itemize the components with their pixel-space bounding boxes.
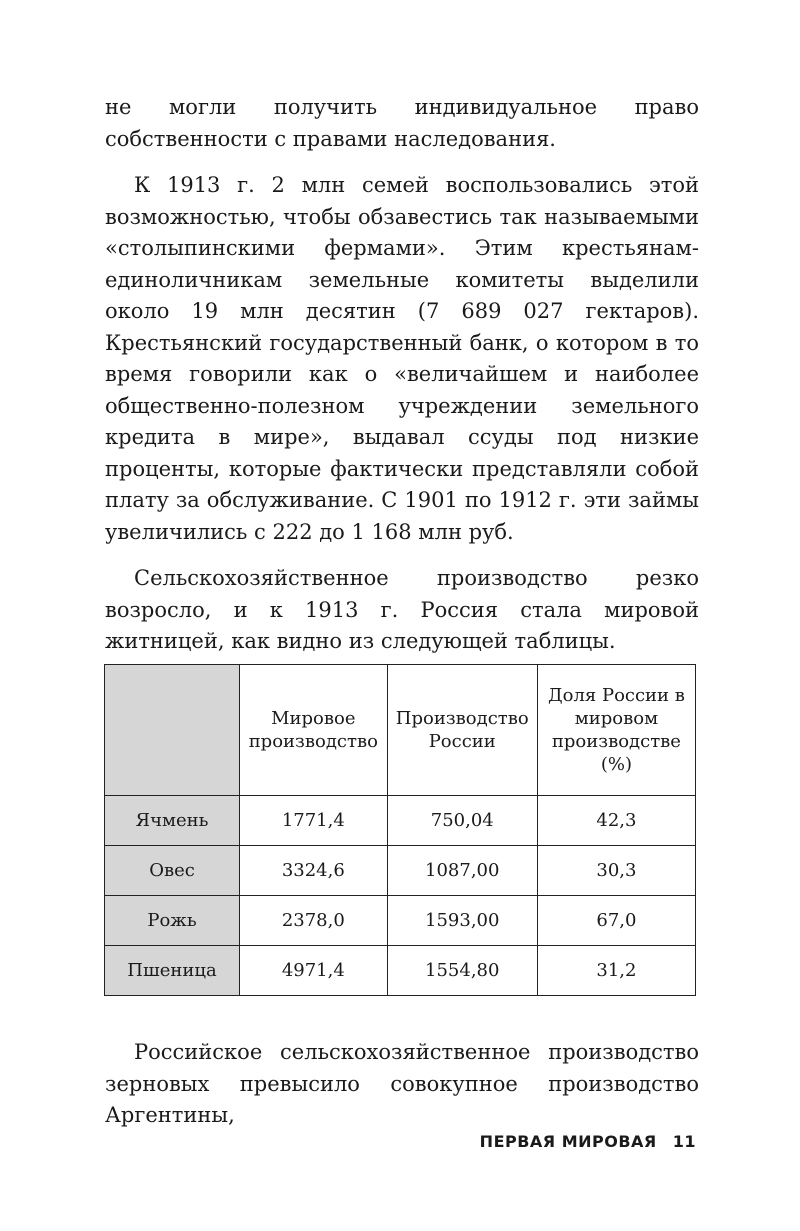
table-cell: 1771,4 [240,796,388,846]
row-label: Ячмень [105,796,240,846]
paragraph: Российское сельскохозяйственное производство зерновых превысило совокупное производство Аргентины, [105,1040,699,1127]
table-row [105,946,696,996]
table-cell: 1554,80 [387,946,537,996]
table-cell: 31,2 [537,946,695,996]
body-text-top [105,92,699,673]
row-label: Овес [105,846,240,896]
table-row [105,846,696,896]
column-header: Производство России [387,665,537,796]
table-cell: 1087,00 [387,846,537,896]
table-header-row [105,665,696,796]
table-row [105,796,696,846]
column-header: Мировое производство [240,665,388,796]
table-row [105,896,696,946]
row-label: Пшеница [105,946,240,996]
paragraph: Сельскохозяйственное производство резко возросло, и к 1913 г. Россия стала мировой житницей, как видно из следующей таблицы. [105,566,699,653]
table-cell: 4971,4 [240,946,388,996]
grain-production-table [104,664,696,996]
table-cell: 1593,00 [387,896,537,946]
table-cell: 67,0 [537,896,695,946]
table-corner-cell [105,665,240,796]
running-title: ПЕРВАЯ МИРОВАЯ [479,1132,657,1151]
table-cell: 2378,0 [240,896,388,946]
column-header: Доля России в мировом производстве (%) [537,665,695,796]
table-cell: 42,3 [537,796,695,846]
page-number: 11 [672,1132,696,1151]
table-cell: 30,3 [537,846,695,896]
paragraph: К 1913 г. 2 млн семей воспользовались этой возможностью, чтобы обзавестись так называемыми «столыпинскими фермами». Этим крестьянам-единоличникам земельные комитеты выделили около 19 млн десятин (7 689 027 гектаров). Крестьянский государственный банк, о котором в то время говорили как о «величайшем и наиболее общественно-полезном учреждении земельного кредита в мире», выдавал ссуды под низкие проценты, которые фактически представляли собой плату за обслуживание. С 1901 по 1912 г. эти займы увеличились с 222 до 1 168 млн руб. [105,173,699,544]
table-cell: 750,04 [387,796,537,846]
page-footer [480,1132,696,1151]
paragraph: не могли получить индивидуальное право собственности с правами наследования. [105,95,699,151]
table-cell: 3324,6 [240,846,388,896]
body-text-bottom [105,1037,699,1147]
row-label: Рожь [105,896,240,946]
